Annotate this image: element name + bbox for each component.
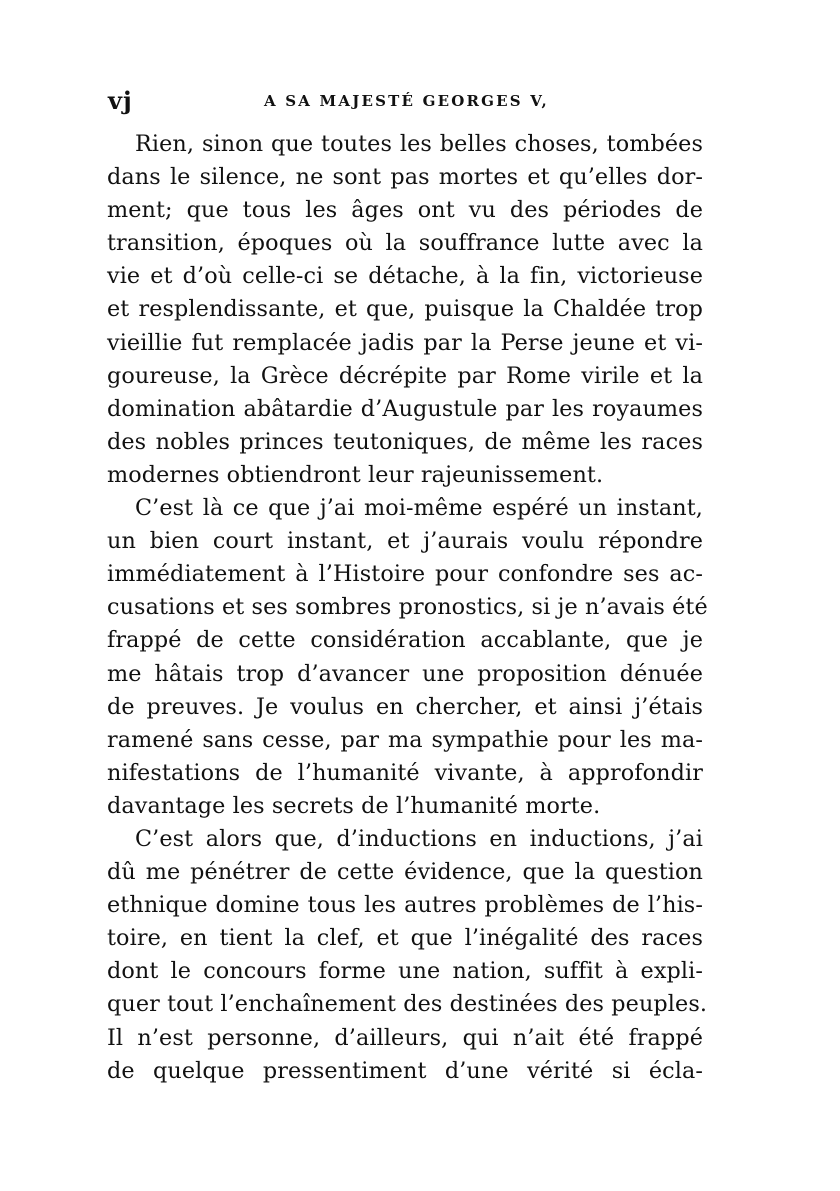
text-line: dû me pénétrer de cette évidence, que la question: [107, 859, 703, 886]
text-line: transition, époques où la souffrance lutte avec la: [107, 230, 703, 257]
text-line: des nobles princes teutoniques, de même les races: [107, 428, 703, 455]
text-line: ramené sans cesse, par ma sympathie pour les ma-: [107, 726, 703, 753]
text-line: frappé de cette considération accablante, que je: [107, 627, 703, 654]
text-line: ethnique domine tous les autres problèmes de l’his-: [107, 892, 703, 919]
text-line: nifestations de l’humanité vivante, à approfondir: [107, 759, 703, 786]
text-line: C’est là ce que j’ai moi-même espéré un instant,: [135, 495, 703, 522]
body-text: [107, 128, 708, 1088]
text-line: davantage les secrets de l’humanité morte.: [107, 792, 601, 819]
text-line: me hâtais trop d’avancer une proposition dénuée: [107, 660, 703, 687]
page-number: vj: [108, 86, 133, 115]
text-line: modernes obtiendront leur rajeunissement.: [107, 461, 604, 488]
text-line: domination abâtardie d’Augustule par les royaumes: [107, 395, 703, 422]
text-line: immédiatement à l’Histoire pour confondre ses ac-: [107, 561, 703, 588]
text-line: ment; que tous les âges ont vu des périodes de: [107, 197, 703, 224]
paragraph: [107, 128, 703, 492]
text-line: dans le silence, ne sont pas mortes et qu’elles dor-: [107, 164, 703, 191]
text-line: Rien, sinon que toutes les belles choses, tombées: [135, 131, 703, 157]
text-line: dont le concours forme une nation, suffit à expli-: [107, 958, 703, 985]
text-line: vieillie fut remplacée jadis par la Perse jeune et vi-: [107, 329, 703, 356]
text-line: cusations et ses sombres pronostics, si je n’avais été: [107, 594, 708, 621]
text-line: quer tout l’enchaînement des destinées des peuples.: [107, 991, 708, 1018]
text-line: goureuse, la Grèce décrépite par Rome virile et la: [107, 362, 703, 389]
paragraph: [107, 492, 708, 823]
text-line: toire, en tient la clef, et que l’inégalité des races: [107, 925, 703, 952]
running-head: [108, 86, 708, 116]
running-title: A SA MAJESTÉ GEORGES V,: [264, 92, 549, 110]
text-line: de quelque pressentiment d’une vérité si écla-: [107, 1057, 703, 1084]
text-line: vie et d’où celle-ci se détache, à la fin, victorieuse: [107, 263, 703, 290]
paragraph: [107, 823, 708, 1088]
text-line: et resplendissante, et que, puisque la Chaldée trop: [107, 296, 703, 323]
text-line: C’est alors que, d’inductions en inductions, j’ai: [135, 825, 703, 852]
text-line: de preuves. Je voulus en chercher, et ainsi j’étais: [107, 693, 703, 720]
text-line: un bien court instant, et j’aurais voulu répondre: [107, 528, 703, 555]
text-line: Il n’est personne, d’ailleurs, qui n’ait été frappé: [107, 1024, 703, 1051]
